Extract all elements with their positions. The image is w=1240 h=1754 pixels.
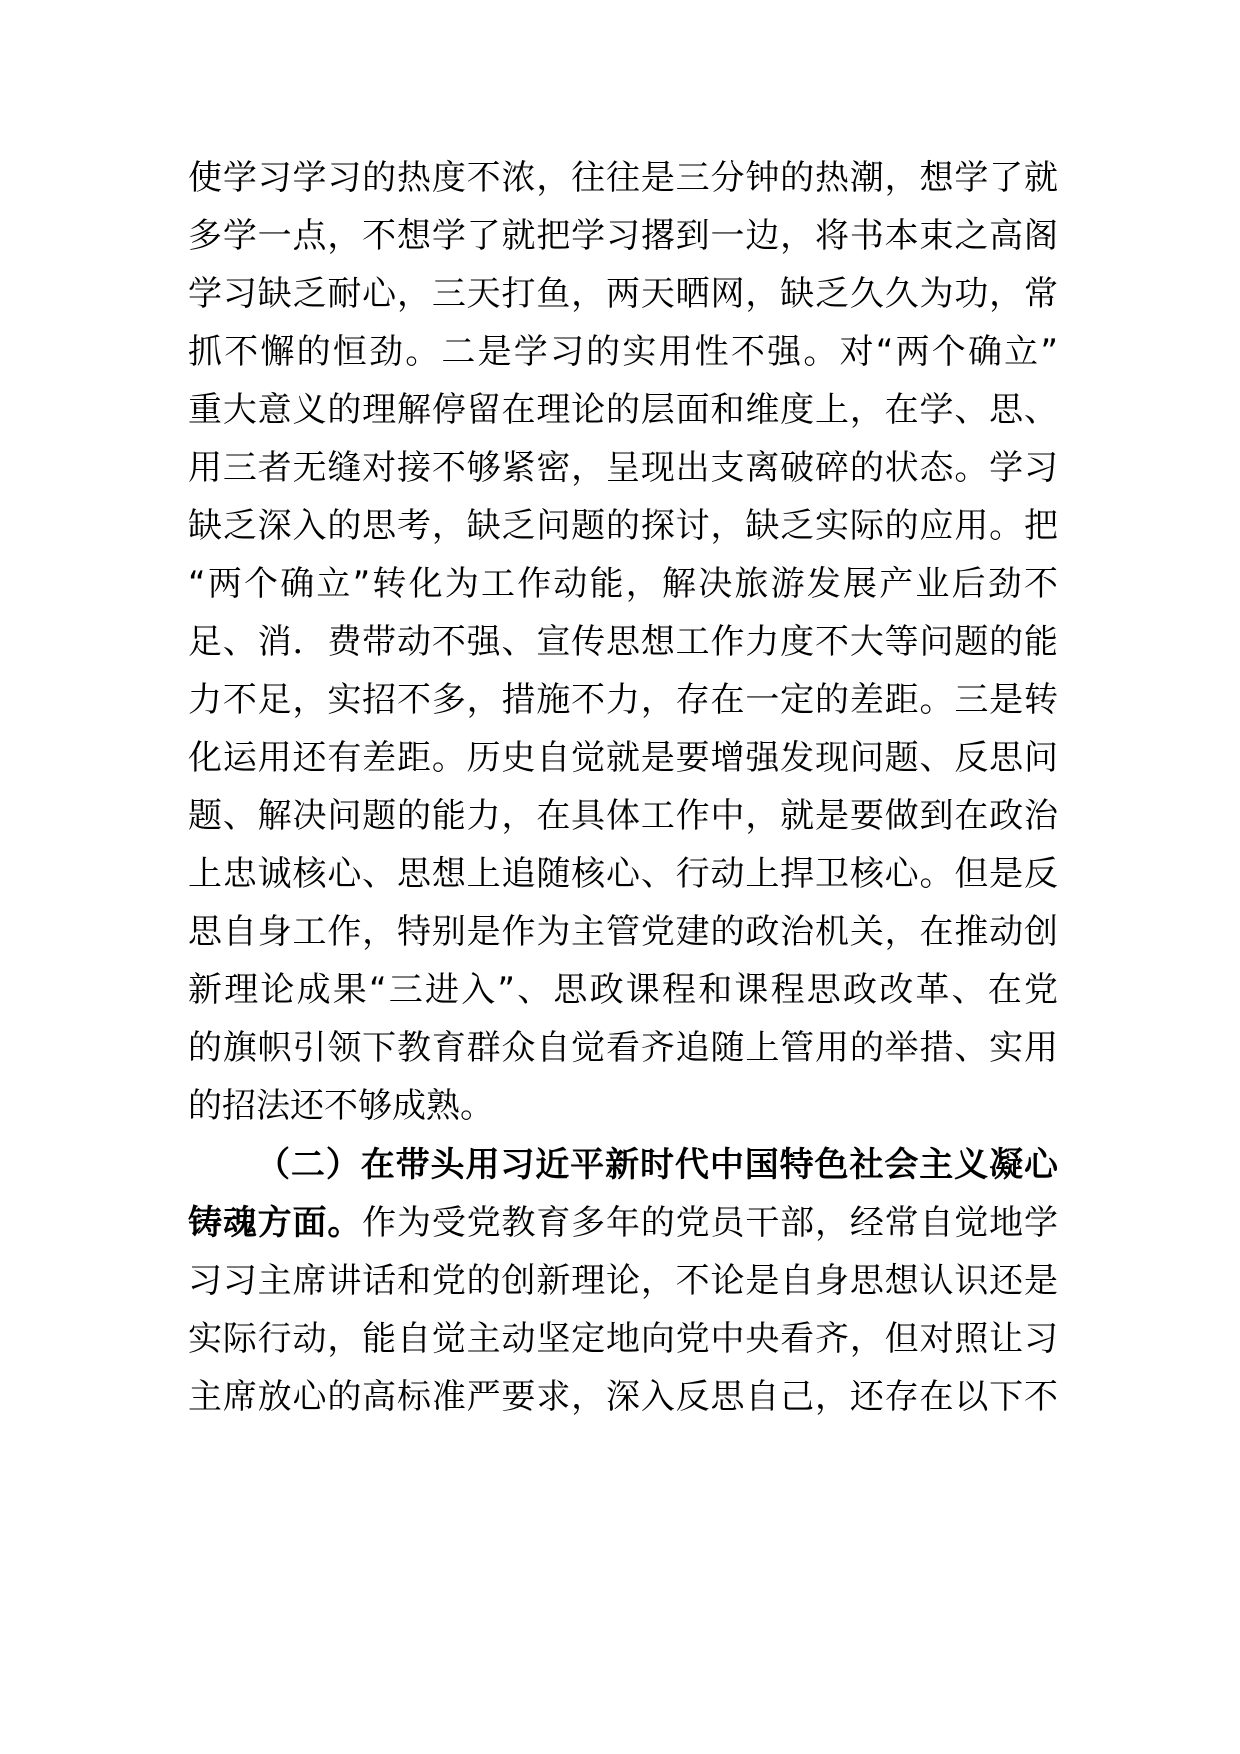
body-text-span: 作为受党教育多年的党员干部，经常自觉地学 [362, 1203, 1059, 1243]
body-text-line: 重大意义的理解停留在理论的层面和维度上，在学、思、 [188, 390, 1058, 430]
body-text-line: 力不足，实招不多，措施不力，存在一定的差距。三是转 [188, 680, 1058, 720]
body-text-line: 思自身工作，特别是作为主管党建的政治机关，在推动创 [188, 912, 1058, 952]
body-text-line: “两个确立”转化为工作动能，解决旅游发展产业后劲不 [188, 564, 1058, 604]
body-text-line: 缺乏深入的思考，缺乏问题的探讨，缺乏实际的应用。把 [188, 506, 1058, 546]
body-text-line: 新理论成果“三进入”、思政课程和课程思政改革、在党 [188, 970, 1058, 1010]
body-text-line: 上忠诚核心、思想上追随核心、行动上捍卫核心。但是反 [188, 854, 1058, 894]
body-text-line: 的旗帜引领下教育群众自觉看齐追随上管用的举措、实用 [188, 1028, 1058, 1068]
body-text-line: 用三者无缝对接不够紧密，呈现出支离破碎的状态。学习 [188, 448, 1058, 488]
body-text-line: 实际行动，能自觉主动坚定地向党中央看齐，但对照让习 [188, 1319, 1058, 1359]
section-heading-tail: 铸魂方面。 [188, 1203, 363, 1243]
body-text-line: 使学习学习的热度不浓，往往是三分钟的热潮，想学了就 [188, 158, 1058, 198]
body-text-line: 足、消．费带动不强、宣传思想工作力度不大等问题的能 [188, 622, 1058, 662]
body-text-line: 抓不懈的恒劲。二是学习的实用性不强。对“两个确立” [188, 332, 1058, 372]
body-text-line: 化运用还有差距。历史自觉就是要增强发现问题、反思问 [188, 738, 1058, 778]
body-text-line: 题、解决问题的能力，在具体工作中，就是要做到在政治 [188, 796, 1058, 836]
body-text-line: 主席放心的高标准严要求，深入反思自己，还存在以下不 [188, 1377, 1058, 1417]
body-text-line: 学习缺乏耐心，三天打鱼，两天晒网，缺乏久久为功，常 [188, 274, 1058, 314]
body-text-line: 习习主席讲话和党的创新理论，不论是自身思想认识还是 [188, 1261, 1058, 1301]
section-heading: （二）在带头用习近平新时代中国特色社会主义凝心 [256, 1145, 1058, 1185]
body-text-line: 多学一点，不想学了就把学习撂到一边，将书本束之高阁 [188, 216, 1058, 256]
section-heading-continuation [188, 1199, 1058, 1247]
body-text-line: 的招法还不够成熟。 [188, 1086, 494, 1126]
